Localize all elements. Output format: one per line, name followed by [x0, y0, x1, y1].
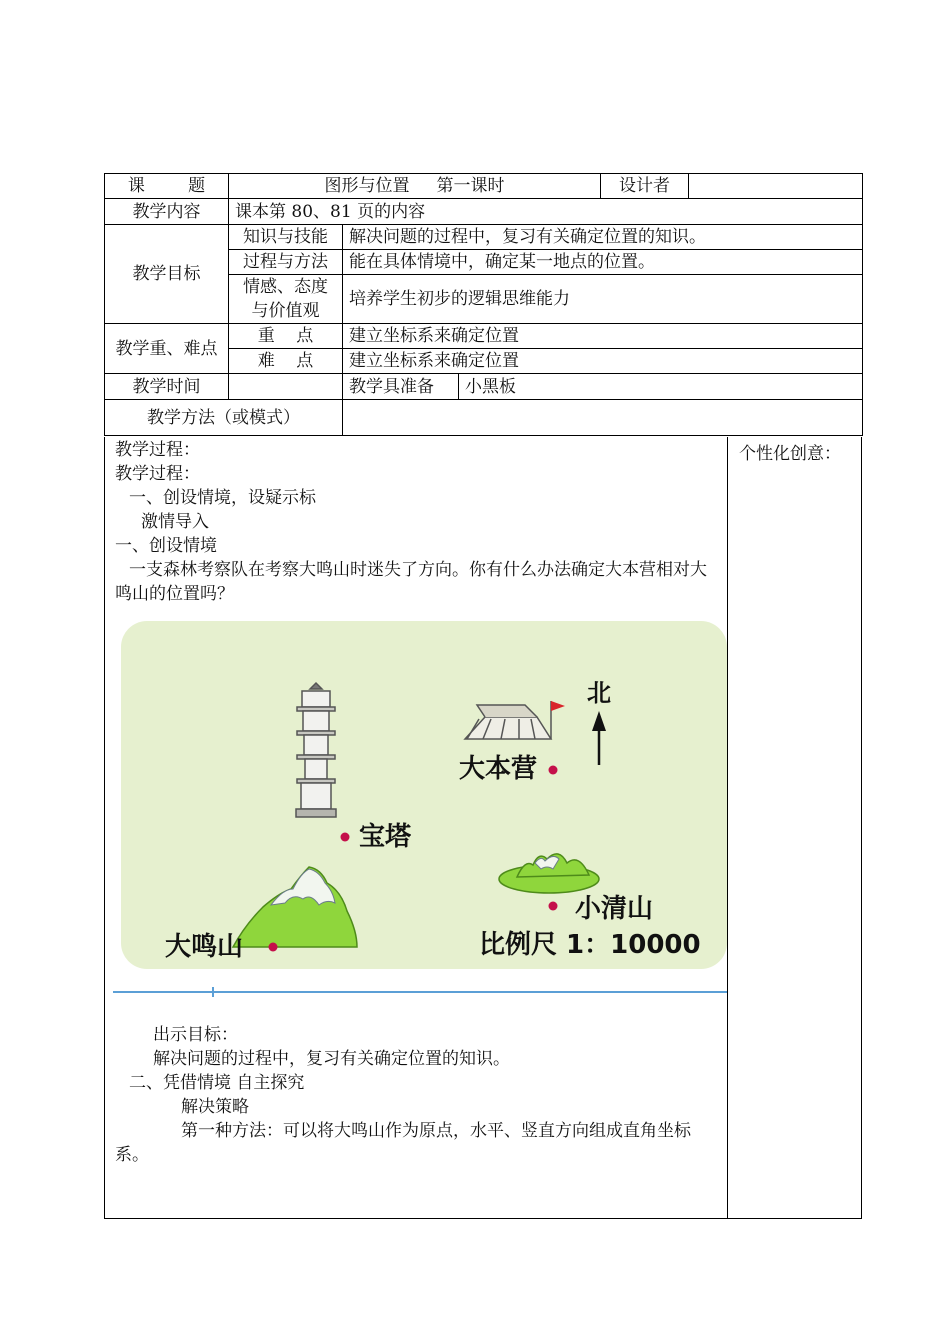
tools-value: 小黑板	[459, 374, 863, 400]
method-one-paragraph: 第一种方法：可以将大鸣山作为原点，水平、竖直方向组成直角坐标系。	[115, 1121, 691, 1165]
section-two-title: 二、凭借情境 自主探究	[129, 1073, 305, 1093]
tools-label: 教学具准备	[343, 374, 459, 400]
scenario-paragraph: 一支森林考察队在考察大鸣山时迷失了方向。你有什么办法确定大本营相对大鸣山的位置吗？	[115, 560, 707, 604]
camp-dot	[549, 766, 558, 775]
map-illustration	[113, 607, 727, 997]
scenario-heading: 一、创设情境	[115, 536, 217, 556]
show-goal-text: 解决问题的过程中，复习有关确定位置的知识。	[153, 1049, 510, 1069]
designer-label: 设计者	[601, 174, 689, 199]
show-goal-heading: 出示目标：	[153, 1025, 238, 1045]
camp-label: 大本营	[459, 754, 538, 784]
time-value	[229, 374, 343, 400]
goal-value-attitude: 培养学生初步的逻辑思维能力	[343, 275, 863, 324]
strategy-heading: 解决策略	[181, 1097, 249, 1117]
key-value: 建立坐标系来确定位置	[343, 324, 863, 349]
personal-creativity-title: 个性化创意：	[739, 444, 841, 464]
scale-label: 比例尺 1：10000	[479, 930, 701, 960]
content-label: 教学内容	[105, 199, 229, 225]
pagoda-dot	[341, 833, 350, 842]
map-svg	[113, 607, 727, 997]
difficult-value: 建立坐标系来确定位置	[343, 349, 863, 374]
method-value	[343, 400, 863, 436]
difficult-label: 难 点	[229, 349, 343, 374]
process-heading: 教学过程：	[115, 440, 200, 460]
small-mountain-dot	[549, 902, 558, 911]
pagoda-label: 宝塔	[359, 822, 412, 852]
intro-subtitle: 激情导入	[141, 512, 209, 532]
goal-value-process: 能在具体情境中，确定某一地点的位置。	[343, 250, 863, 275]
method-label: 教学方法（或模式）	[105, 400, 343, 436]
topic-label: 课 题	[105, 174, 229, 199]
process-intro-text	[115, 438, 721, 606]
time-label: 教学时间	[105, 374, 229, 400]
process-body-text	[115, 1023, 721, 1167]
keypoints-label: 教学重、难点	[105, 324, 229, 374]
column-divider	[727, 437, 728, 1218]
goal-label-knowledge: 知识与技能	[229, 225, 343, 250]
designer-value	[689, 174, 863, 199]
teaching-process-section	[104, 437, 862, 1219]
content-value: 课本第 80、81 页的内容	[229, 199, 863, 225]
process-heading-repeat: 教学过程：	[115, 464, 200, 484]
small-mountain-label: 小清山	[575, 894, 654, 924]
big-mountain-dot	[269, 943, 278, 952]
goal-value-knowledge: 解决问题的过程中，复习有关确定位置的知识。	[343, 225, 863, 250]
section-one-title: 一、创设情境，设疑示标	[129, 488, 316, 508]
goal-label-process: 过程与方法	[229, 250, 343, 275]
goals-label: 教学目标	[105, 225, 229, 324]
lesson-info-table	[104, 173, 863, 436]
topic-value: 图形与位置 第一课时	[229, 174, 601, 199]
key-label: 重 点	[229, 324, 343, 349]
goal-label-attitude: 情感、态度与价值观	[229, 275, 343, 324]
big-mountain-label: 大鸣山	[165, 932, 244, 962]
north-label: 北	[587, 679, 611, 707]
